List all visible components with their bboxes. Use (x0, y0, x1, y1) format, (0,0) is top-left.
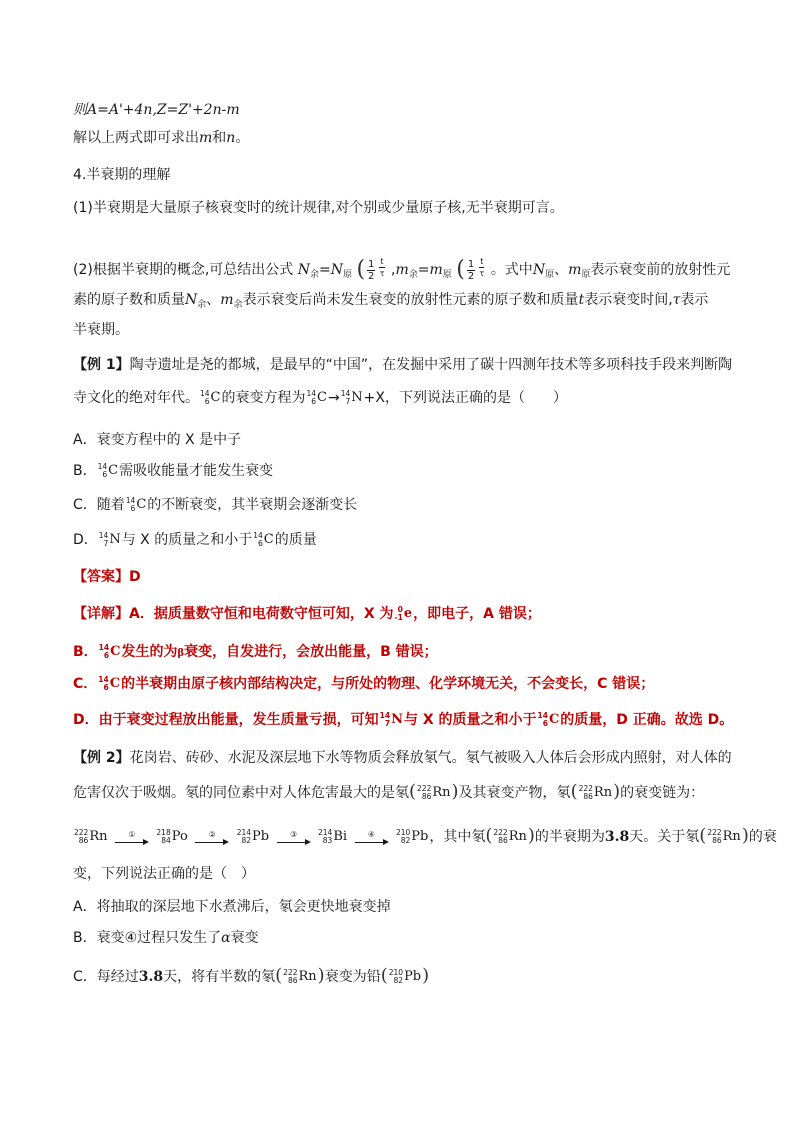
symbol: C (317, 390, 327, 405)
mass-number: 214 (318, 828, 333, 837)
point-2-line-3: 半衰期。 (73, 322, 129, 338)
detail-text: 【详解】A．据质量数守恒和电荷数守恒可知，X 为 (73, 606, 394, 622)
nuclide-n14 (341, 388, 363, 408)
var-m: m (568, 262, 582, 278)
nuclide-c14 (307, 388, 328, 408)
option-text: 天，将有半数的氡 (163, 969, 276, 985)
point-2-text: (2)根据半衰期的概念,可总结出公式 (73, 262, 294, 278)
detail-c (73, 674, 654, 694)
text: 表示衰变后尚未发生衰变的放射性元素的原子数和质量 (242, 292, 579, 308)
question-text: 陶寺遗址是尧的都城，是最早的“中国”，在发掘中采用了碳十四测年技术等多项科技手段来判断陶 (129, 357, 733, 373)
question-text: 的衰变链为： (620, 785, 705, 801)
paren-close: ) (451, 781, 459, 802)
sub-rest: 余 (408, 270, 418, 280)
mass-number: 214 (236, 828, 252, 837)
option-text: 需吸收能量才能发生衰变 (119, 463, 274, 479)
detail-text: D．由于衰变过程放出能量，发生质量亏损，可知 (73, 712, 379, 728)
step-label: ② (208, 829, 216, 839)
section-heading: 4.半衰期的理解 (73, 167, 171, 183)
question-text: 天。关于氡 (629, 829, 700, 845)
point-1: (1)半衰期是大量原子核衰变时的统计规律,对个别或少量原子核,无半衰期可言。 (73, 200, 564, 216)
nuclide-pb214 (237, 827, 269, 847)
paren: ( (570, 781, 578, 802)
symbol: Rn (593, 785, 613, 800)
formula-note: 。式中 (490, 262, 533, 278)
paren-close: ) (613, 781, 621, 802)
atomic-number: 86 (78, 836, 89, 845)
nuclide-rn222 (493, 827, 527, 847)
example-2-question-2 (73, 782, 704, 803)
question-text: 花岗岩、砖砂、水泥及深层地下水等物质会释放氡气。氡气被吸入人体后会形成内照射，对人体的 (129, 750, 732, 766)
nuclide-c14 (99, 642, 121, 662)
question-text: 危害仅次于吸烟。氡的同位素中对人体危害最大的是氡 (73, 785, 409, 801)
symbol: Rn (298, 969, 317, 984)
symbol: Bi (333, 829, 348, 844)
atomic-number: 6 (542, 719, 548, 728)
atomic-number: 86 (498, 836, 508, 845)
paren: ( (356, 257, 366, 282)
nuclide-bi214 (318, 827, 347, 847)
beta-symbol: β (177, 648, 185, 659)
sub-orig: 原 (342, 270, 352, 280)
question-text: 的衰 (748, 829, 777, 845)
decay-arrow-3 (277, 830, 311, 845)
mass-number: 222 (74, 828, 89, 837)
atomic-number: 7 (103, 539, 109, 548)
nuclide-c14 (200, 388, 221, 408)
nuclide-pb210 (389, 967, 421, 987)
var-tau: τ (672, 292, 681, 308)
var-m: m (199, 130, 213, 146)
nuclide-rn222 (579, 783, 613, 803)
mass-number: 14 (97, 462, 108, 471)
detail-d (73, 710, 733, 730)
symbol: Rn (432, 785, 451, 800)
sub-rest: 余 (233, 300, 243, 310)
detail-text: 的质量，D 正确。故选 D。 (560, 712, 734, 728)
atomic-number: 82 (393, 976, 404, 985)
var-N: N (297, 262, 310, 278)
symbol: Rn (508, 829, 527, 844)
example-2-question-4: 变，下列说法正确的是（ ） (73, 866, 255, 882)
detail-label: C． (73, 676, 98, 692)
option-text: 的不断衰变，其半衰期会逐渐变长 (147, 497, 358, 513)
equals: = (417, 262, 430, 278)
nuclide-rn222 (74, 827, 108, 847)
atomic-number: 82 (241, 836, 252, 845)
fraction-half (367, 259, 375, 282)
symbol: e (403, 606, 413, 621)
question-text: 的半衰期为 (534, 829, 605, 845)
atomic-number: 82 (400, 836, 411, 845)
sep: 、 (554, 262, 569, 278)
exp-den: τ (379, 269, 385, 278)
atomic-number: 6 (311, 397, 317, 406)
atomic-number: 86 (421, 792, 432, 801)
arrow-bar (277, 839, 311, 845)
symbol: Rn (722, 829, 741, 844)
atomic-number: 6 (204, 397, 210, 406)
option-text: 衰变为铅 (324, 969, 381, 985)
nuclide-po218 (156, 827, 187, 847)
atomic-number: 86 (287, 976, 298, 985)
sub-orig: 原 (442, 270, 452, 280)
mass-number: 14 (98, 531, 109, 540)
nuclide-electron (395, 604, 413, 624)
arrow-bar (115, 839, 149, 845)
formula-note-2: 表示衰变前的放射性元 (590, 262, 731, 278)
symbol: C (110, 644, 121, 659)
paren-close: ) (527, 825, 535, 846)
nuclide-rn222 (283, 967, 317, 987)
sub-rest: 余 (197, 300, 207, 310)
exponent-t-over-tau (379, 256, 384, 279)
sub-orig: 原 (545, 270, 555, 280)
nuclide-c14 (98, 674, 120, 694)
nuclide-c14 (98, 461, 119, 481)
frac-num: 1 (368, 258, 375, 270)
arrow-bar (195, 839, 229, 845)
point-2-line-2 (73, 290, 708, 315)
question-text: ，其中氡 (429, 829, 486, 845)
paren: ( (380, 965, 388, 986)
mass-number: 14 (340, 389, 351, 398)
mass-number: 222 (493, 828, 508, 837)
atomic-number: 6 (130, 504, 136, 513)
mass-number: 14 (98, 675, 109, 684)
detail-b (73, 642, 438, 664)
half-life-value: 3.8 (604, 829, 630, 845)
text: 表示 (680, 292, 709, 308)
var-n: n (226, 130, 236, 146)
alpha-symbol: α (221, 930, 231, 946)
option-label: D． (73, 532, 98, 548)
solve-text: 解以上两式即可求出 (73, 130, 199, 146)
frac-num: 1 (467, 258, 475, 270)
step-label: ③ (289, 829, 298, 839)
symbol: Rn (89, 829, 108, 844)
period: 。 (235, 130, 250, 146)
option-text: C．每经过 (73, 969, 139, 985)
frac-den: 2 (368, 270, 375, 282)
var-m: m (395, 262, 409, 278)
option-c[interactable] (73, 495, 357, 515)
option-label: B． (73, 463, 97, 479)
and-text: 和 (212, 130, 227, 146)
symbol: N (351, 390, 363, 405)
question-text: 的衰变方程为 (221, 390, 306, 406)
mass-number: 210 (388, 968, 404, 977)
mass-number: 0 (397, 605, 403, 614)
atomic-number: 86 (712, 836, 722, 845)
atomic-number: 7 (384, 719, 391, 728)
sub-orig: 原 (581, 270, 591, 280)
var-N: N (330, 262, 343, 278)
sep: 、 (206, 292, 221, 308)
option-b[interactable] (73, 928, 259, 948)
exp-num: t (380, 257, 384, 266)
option-a[interactable]: A．将抽取的深层地下水煮沸后，氡会更快地衰变掉 (73, 899, 391, 915)
symbol: Pb (252, 829, 270, 844)
atomic-number: 83 (322, 836, 333, 845)
fraction-half (467, 259, 475, 282)
exp-num: t (480, 257, 484, 266)
var-t: t (578, 292, 585, 308)
atomic-number: 6 (257, 539, 263, 548)
step-label: ① (128, 829, 136, 839)
example-1-question-2 (73, 388, 567, 408)
option-text: 的质量 (274, 532, 317, 548)
option-a[interactable]: A．衰变方程中的 X 是中子 (73, 432, 242, 448)
mass-number: 14 (253, 531, 263, 540)
option-d[interactable] (73, 530, 317, 550)
paren: ( (699, 825, 707, 846)
symbol: C (548, 712, 560, 727)
detail-a (73, 604, 541, 624)
nuclide-rn222 (417, 783, 451, 803)
symbol: C (210, 390, 221, 405)
decay-chain-line (73, 826, 777, 847)
nuclide-rn222 (707, 827, 741, 847)
var-N: N (532, 262, 546, 278)
question-text: +X，下列说法正确的是（ ） (363, 390, 567, 406)
mass-number: 14 (306, 389, 317, 398)
text: 表示衰变时间, (584, 292, 673, 308)
example-tag: 【例 1】 (73, 357, 130, 373)
sub-rest: 余 (309, 270, 319, 280)
symbol: N (109, 532, 121, 547)
example-tag: 【例 2】 (73, 750, 130, 766)
comma: , (391, 262, 396, 278)
solve-line (73, 128, 249, 148)
symbol: N (391, 712, 403, 727)
atomic-number: 7 (345, 397, 351, 406)
mass-number: 218 (156, 828, 171, 837)
decay-arrow-1 (115, 830, 149, 845)
text: 素的原子数和质量 (73, 292, 185, 308)
option-b[interactable] (73, 461, 273, 481)
mass-number: 14 (537, 711, 548, 720)
question-text: 及其衰变产物，氡 (458, 785, 571, 801)
nuclide-c14 (126, 495, 147, 515)
nuclide-c14 (538, 710, 560, 730)
symbol: Po (171, 829, 188, 844)
var-m: m (429, 262, 443, 278)
paren: ( (456, 257, 465, 282)
symbol: C (263, 532, 274, 547)
step-label: ④ (367, 829, 376, 839)
answer: 【答案】D (73, 569, 141, 585)
detail-text: 的半衰期由原子核内部结构决定，与所处的物理、化学环境无关，不会变长，C 错误； (121, 676, 655, 692)
exponent-t-over-tau (479, 256, 484, 279)
symbol: C (136, 497, 147, 512)
half-life-value: 3.8 (138, 969, 164, 985)
symbol: Pb (411, 829, 429, 844)
symbol: C (109, 676, 121, 691)
atomic-number: 6 (102, 470, 108, 479)
detail-text: 发生的为 (121, 644, 178, 660)
mass-number: 14 (125, 496, 136, 505)
paren: ( (409, 781, 417, 802)
option-text: B．衰变④过程只发生了 (73, 930, 222, 946)
mass-number: 14 (379, 711, 391, 720)
option-text: C．随着 (73, 497, 125, 513)
paren-close: ) (422, 965, 430, 986)
option-c[interactable] (73, 966, 429, 987)
symbol: Pb (404, 969, 422, 984)
symbol: C (108, 463, 119, 478)
atomic-number: 84 (161, 836, 171, 845)
atomic-number: 6 (103, 651, 110, 660)
option-text: 与 X 的质量之和小于 (121, 532, 253, 548)
frac-den: 2 (467, 270, 475, 282)
var-N: N (185, 292, 198, 308)
mass-number: 222 (707, 828, 722, 837)
decay-arrow-4 (355, 830, 389, 845)
mass-number: 210 (395, 828, 411, 837)
mass-number: 222 (417, 784, 432, 793)
atomic-number: 6 (103, 683, 109, 692)
paren-close: ) (317, 965, 325, 986)
nuclide-c14 (253, 530, 274, 550)
paren: ( (485, 825, 493, 846)
atomic-number: 86 (583, 792, 593, 801)
option-text: 衰变 (230, 930, 259, 946)
exp-den: τ (479, 269, 485, 278)
derivation-line: 则A=A'+4n,Z=Z'+2n-m (73, 102, 240, 118)
paren: ( (275, 965, 283, 986)
example-2-question (73, 748, 732, 768)
arrow-bar (355, 839, 389, 845)
detail-text: ，即电子，A 错误； (413, 606, 541, 622)
mass-number: 14 (200, 389, 210, 398)
decay-arrow-2 (195, 830, 229, 845)
detail-text: 与 X 的质量之和小于 (403, 712, 537, 728)
atomic-number: -1 (394, 613, 403, 622)
example-1-question (73, 355, 732, 375)
reaction-arrow: → (328, 390, 340, 406)
paren-close: ) (741, 825, 749, 846)
mass-number: 222 (578, 784, 593, 793)
nuclide-n14 (380, 710, 403, 730)
nuclide-pb210 (396, 827, 428, 847)
nuclide-n14 (99, 530, 121, 550)
point-2-line-1 (73, 256, 730, 285)
mass-number: 14 (98, 643, 110, 652)
detail-label: B． (73, 644, 98, 660)
mass-number: 222 (283, 968, 298, 977)
equals: = (319, 262, 331, 278)
detail-text: 衰变，自发进行，会放出能量，B 错误； (184, 644, 438, 660)
question-text: 寺文化的绝对年代。 (73, 390, 199, 406)
var-m: m (220, 292, 234, 308)
